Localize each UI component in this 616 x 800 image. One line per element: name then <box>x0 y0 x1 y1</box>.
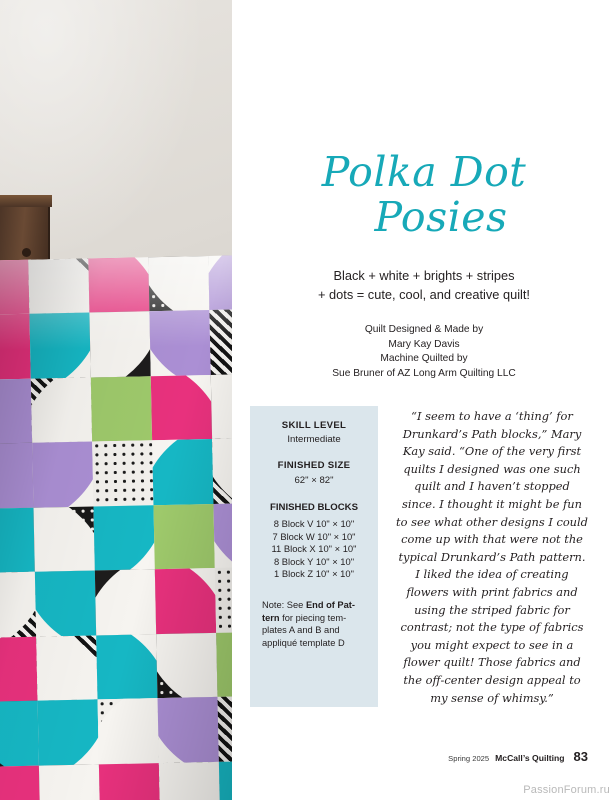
quilt-block <box>89 312 150 378</box>
quilt-block <box>151 375 212 441</box>
nightstand-top <box>0 195 52 207</box>
quilt-block <box>155 568 216 634</box>
quilt-block <box>93 505 154 571</box>
list-item: 11 Block X 10" × 10" <box>271 543 357 555</box>
lower-section <box>232 406 616 707</box>
quilt-block <box>28 256 89 315</box>
quilt-photo <box>0 0 232 800</box>
pattern-note <box>260 599 368 649</box>
quilt-block <box>96 634 157 700</box>
finished-size-group <box>260 460 368 486</box>
note-text-1: Note: See <box>262 599 306 610</box>
quilt-block <box>35 571 96 637</box>
quilt-block <box>39 764 100 800</box>
quilt-block <box>158 697 219 763</box>
quilt-block <box>208 256 232 311</box>
designer-quote: “I seem to have a ‘thing’ for Drunkard’s Path blocks,” Mary Kay said. “One of the very first quilts I designed was one such quilt and I haven’t stopped since. I thought it might be fun to see what other designs I could come up with that were not the typical Drunkard’s Path pattern. I liked the idea of creating flowers with print fabrics and using the striped fabric for contrast; not the type of fabrics you might expect to see in a flower quilt! Those fabrics and the off-center design appeal to my sense of whimsy.” <box>396 409 588 705</box>
page-number: 83 <box>573 749 588 764</box>
credit-line: Quilt Designed & Made by <box>364 324 484 335</box>
quilt-block <box>156 633 217 699</box>
quilt-block <box>152 439 213 505</box>
credit-line: Mary Kay Davis <box>388 338 460 350</box>
quilt-block <box>91 376 152 442</box>
finished-blocks-list <box>260 518 368 581</box>
list-item: 8 Block V 10" × 10" <box>273 518 355 529</box>
list-item: 1 Block Z 10" × 10" <box>274 568 354 580</box>
note-text-4: appliqué template D <box>262 637 345 648</box>
quilt-block <box>219 760 232 800</box>
page-footer <box>448 749 588 764</box>
quilt-block <box>31 377 92 443</box>
quilt-block <box>211 374 232 440</box>
finished-blocks-label: FINISHED BLOCKS <box>270 502 358 513</box>
quilt-block <box>0 379 32 445</box>
skill-level-value: Intermediate <box>287 434 341 445</box>
subtitle-line-2: + dots = cute, cool, and creative quilt! <box>318 287 530 302</box>
quilt-block <box>159 761 220 800</box>
quilt-block <box>215 567 232 633</box>
quilt-block <box>32 442 93 508</box>
quilt-block <box>36 635 97 701</box>
quilt-block <box>92 441 153 507</box>
quilt-block <box>29 313 90 379</box>
finished-size-value: 62" × 82" <box>294 475 334 486</box>
quilt-on-bed <box>0 256 232 800</box>
quilt-block <box>0 256 29 316</box>
credits <box>232 323 616 381</box>
list-item: 8 Block Y 10" × 10" <box>273 555 355 567</box>
page-title <box>232 150 616 240</box>
title-line-1: Polka Dot <box>321 148 527 196</box>
quilt-block <box>218 696 232 762</box>
quilt-block <box>212 438 232 504</box>
quilt-block <box>0 314 31 380</box>
quilt-block <box>153 504 214 570</box>
quilt-block <box>0 701 39 767</box>
watermark: PassionForum.ru <box>523 784 610 796</box>
quilt-block <box>99 763 160 800</box>
skill-level-label: SKILL LEVEL <box>281 420 347 431</box>
note-bold-2: tern <box>262 612 280 623</box>
title-line-2: Posies <box>374 193 508 241</box>
magazine-name: McCall’s Quilting <box>495 753 565 763</box>
quilt-block <box>95 569 156 635</box>
quilt-block <box>209 309 232 375</box>
article-content <box>232 0 616 800</box>
note-bold-1: End of Pat- <box>305 599 356 610</box>
quilt-block <box>148 256 209 312</box>
quilt-block <box>149 310 210 376</box>
quilt-block <box>213 502 232 568</box>
quilt-block <box>88 256 149 313</box>
issue-date: Spring 2025 <box>448 754 490 763</box>
nightstand-knob <box>22 248 31 257</box>
quilt-block <box>98 698 159 764</box>
quilt-block <box>0 572 36 638</box>
credit-line: Machine Quilted by <box>380 353 468 364</box>
quilt-block <box>0 443 33 509</box>
quilt-block-grid <box>0 256 232 800</box>
quilt-block <box>216 631 232 697</box>
credit-line: Sue Bruner of AZ Long Arm Quilting LLC <box>332 367 516 379</box>
subtitle-line-1: Black + white + brights + stripes <box>333 268 515 283</box>
note-text-2: for piecing tem- <box>279 612 347 623</box>
note-text-3: plates A and B and <box>262 625 340 636</box>
quilt-block <box>33 506 94 572</box>
specs-box <box>250 406 378 707</box>
finished-size-label: FINISHED SIZE <box>277 460 351 471</box>
quilt-block <box>38 700 99 766</box>
subtitle <box>232 266 616 304</box>
list-item: 7 Block W 10" × 10" <box>272 530 356 542</box>
quilt-block <box>0 636 38 702</box>
quilt-block <box>0 507 35 573</box>
quilt-block <box>0 765 40 800</box>
